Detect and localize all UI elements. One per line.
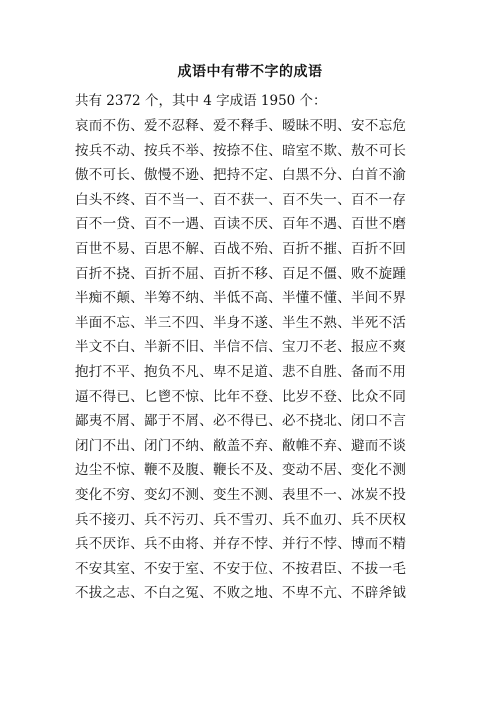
idiom-line: 百世不易、百思不解、百战不殆、百折不摧、百折不回 [75, 240, 407, 257]
page-title: 成语中有带不字的成语 [177, 64, 323, 80]
idiom-line: 逼不得已、匕鬯不惊、比年不登、比岁不登、比众不同 [75, 388, 407, 405]
idiom-line: 抱打不平、抱负不凡、卑不足道、悲不自胜、备而不用 [75, 363, 407, 380]
idiom-line: 闭门不出、闭门不纳、敝盖不弃、敝帷不弃、避而不谈 [75, 437, 407, 454]
idiom-line: 按兵不动、按兵不举、按捺不住、暗室不欺、敖不可长 [75, 142, 407, 159]
idiom-line: 半面不忘、半三不四、半身不遂、半生不熟、半死不活 [75, 314, 407, 331]
idiom-line: 百折不挠、百折不屈、百折不移、百足不僵、败不旋踵 [75, 265, 407, 282]
idiom-line: 不安其室、不安于室、不安于位、不按君臣、不拔一毛 [75, 560, 407, 577]
idiom-line: 不拔之志、不白之冤、不败之地、不卑不亢、不辟斧钺 [75, 585, 407, 602]
idiom-line: 边尘不惊、鞭不及腹、鞭长不及、变动不居、变化不测 [75, 462, 407, 479]
idiom-line: 傲不可长、傲慢不逊、把持不定、白黑不分、白首不渝 [75, 167, 407, 184]
idiom-line: 鄙夷不屑、鄙于不屑、必不得已、必不挠北、闭口不言 [75, 413, 407, 430]
idiom-list [75, 114, 435, 606]
idiom-line: 哀而不伤、爱不忍释、爱不释手、暧昧不明、安不忘危 [75, 118, 407, 134]
idiom-line: 兵不厌诈、兵不由将、并存不悖、并行不悖、博而不精 [75, 536, 407, 553]
idiom-line: 百不一贷、百不一遇、百读不厌、百年不遇、百世不磨 [75, 216, 407, 233]
idiom-line: 兵不接刃、兵不污刃、兵不雪刃、兵不血刃、兵不厌权 [75, 511, 407, 528]
idiom-line: 变化不穷、变幻不测、变生不测、表里不一、冰炭不投 [75, 486, 407, 503]
idiom-line: 半痴不颠、半筹不纳、半低不高、半懂不懂、半间不界 [75, 290, 407, 307]
idiom-line: 白头不终、百不当一、百不获一、百不失一、百不一存 [75, 191, 407, 208]
idiom-line: 半文不白、半新不旧、半信不信、宝刀不老、报应不爽 [75, 339, 407, 356]
intro-text: 共有 2372 个，其中 4 字成语 1950 个： [75, 93, 327, 109]
